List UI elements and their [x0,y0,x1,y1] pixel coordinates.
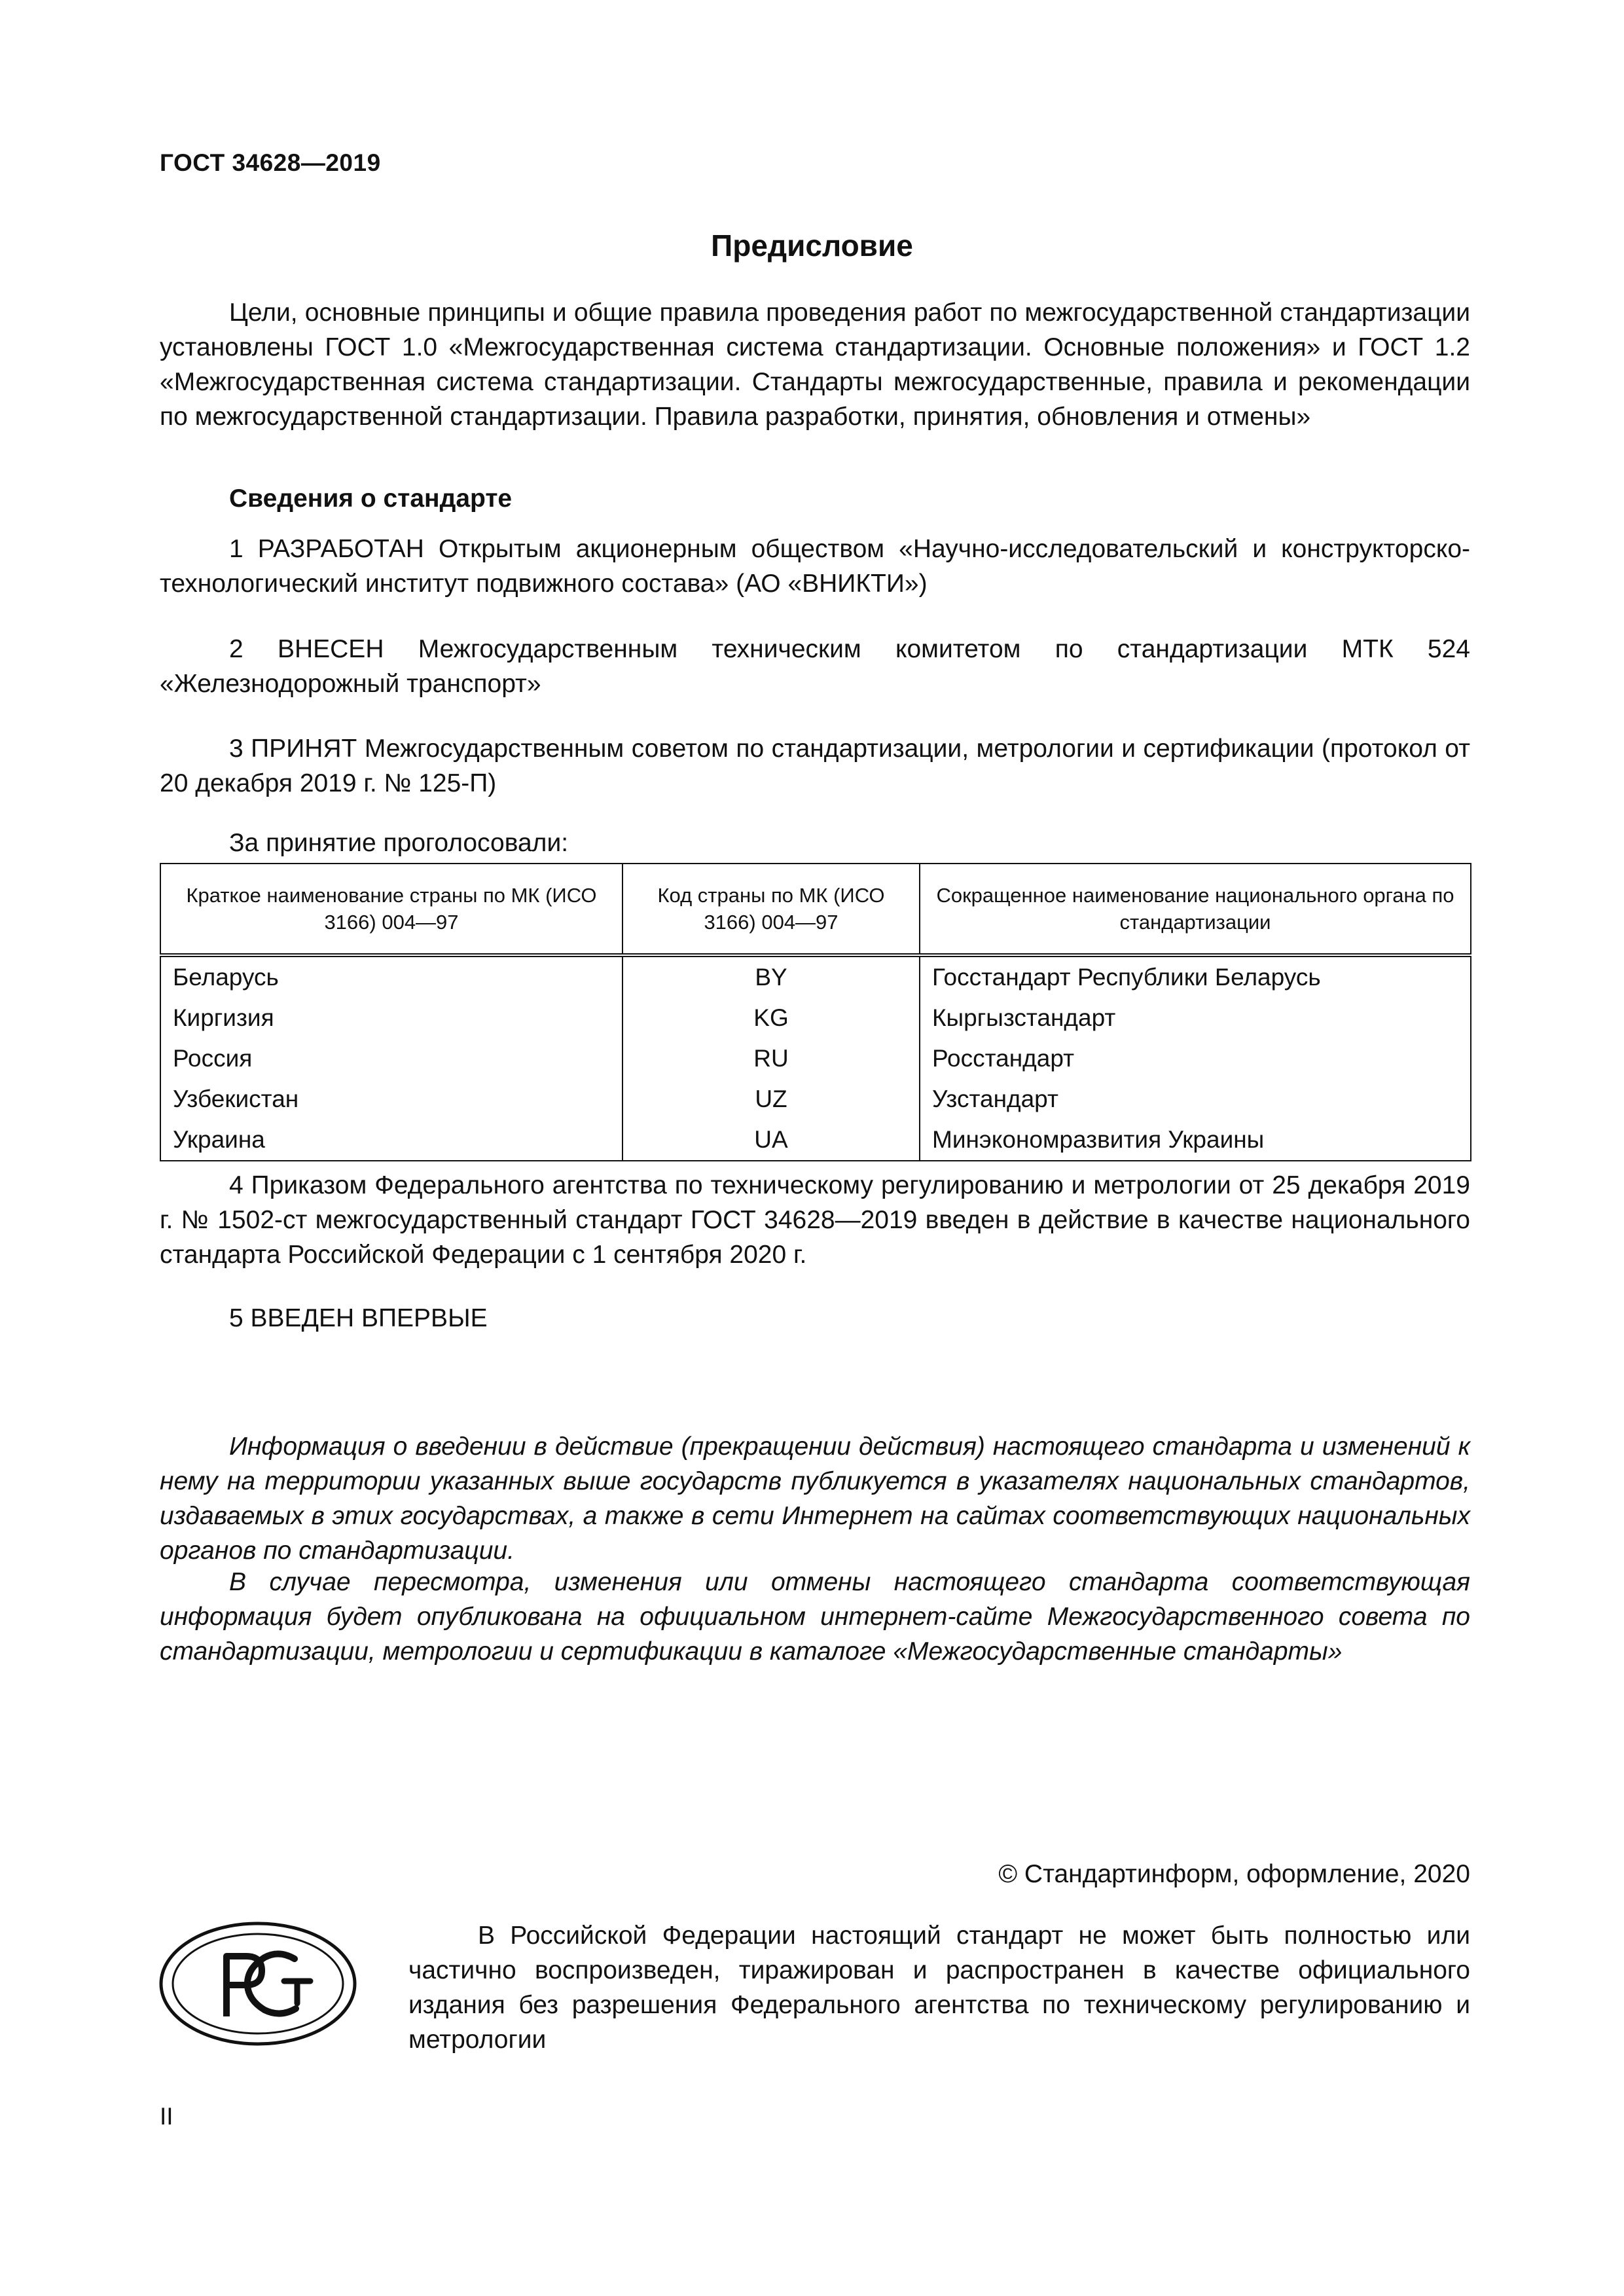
table-row [160,1038,1471,1079]
page-number: II [160,2103,173,2130]
country-code-cell: BY [623,955,920,998]
country-name-cell: Украина [160,1120,623,1161]
country-name-cell: Россия [160,1038,623,1079]
rst-certification-mark-icon [156,1918,360,2049]
table-row [160,1079,1471,1120]
column-header-country-name: Краткое наименование страны по МК (ИСО 3166) 004—97 [160,864,623,955]
country-code-cell: UA [623,1120,920,1161]
page-title: Предисловие [711,228,913,263]
item-4-order: 4 Приказом Федерального агентства по техническому регулированию и метрологии от 25 декабря 2019 г. № 1502-ст межгосударственный стандарт ГОСТ 34628—2019 введен в действие в качестве национального стандарта Российской Федерации с 1 сентября 2020 г. [160,1171,1470,1269]
copyright-line: © Стандартинформ, оформление, 2020 [998,1860,1470,1888]
column-header-national-body: Сокращенное наименование национального органа по стандартизации [920,864,1471,955]
country-code-cell: UZ [623,1079,920,1120]
column-header-country-code: Код страны по МК (ИСО 3166) 004—97 [623,864,920,955]
item-5-first-introduced: 5 ВВЕДЕН ВПЕРВЫЕ [229,1304,488,1332]
national-body-cell: Госстандарт Республики Беларусь [920,955,1471,998]
table-row [160,998,1471,1038]
table-row [160,955,1471,998]
item-2-introduced: 2 ВНЕСЕН Межгосударственным техническим комитетом по стандартизации МТК 524 «Железнодорожный транспорт» [160,635,1470,698]
country-name-cell: Узбекистан [160,1079,623,1120]
item-3-adopted: 3 ПРИНЯТ Межгосударственным советом по стандартизации, метрологии и сертификации (протокол от 20 декабря 2019 г. № 125-П) [160,735,1470,797]
country-code-cell: RU [623,1038,920,1079]
national-body-cell: Росстандарт [920,1038,1471,1079]
preface-paragraph: Цели, основные принципы и общие правила проведения работ по межгосударственной стандартизации установлены ГОСТ 1.0 «Межгосударственная система стандартизации. Основные положения» и ГОСТ 1.2 «Межгосударственная система стандартизации. Стандарты межгосударственные, правила и рекомендации по межгосударственной стандартизации. Правила разработки, принятия, обновления и отмены» [160,299,1470,431]
votes-intro: За принятие проголосовали: [229,829,569,857]
national-body-cell: Узстандарт [920,1079,1471,1120]
info-note-2: В случае пересмотра, изменения или отмены настоящего стандарта соответствующая информация будет опубликована на официальном интернет-сайте Межгосударственного совета по стандартизации, метрологии и сертификации в каталоге «Межгосударственные стандарты» [160,1568,1470,1666]
table-row [160,1120,1471,1161]
info-note-1: Информация о введении в действие (прекращении действия) настоящего стандарта и изменений к нему на территории указанных выше государств публикуется в указателях национальных стандартов, издаваемых в этих государствах, а также в сети Интернет на сайтах соответствующих национальных органов по стандартизации. [160,1432,1470,1565]
votes-table [160,863,1471,1161]
national-body-cell: Кыргызстандарт [920,998,1471,1038]
country-name-cell: Беларусь [160,955,623,998]
national-body-cell: Минэкономразвития Украины [920,1120,1471,1161]
country-name-cell: Киргизия [160,998,623,1038]
country-code-cell: KG [623,998,920,1038]
document-code: ГОСТ 34628—2019 [160,149,381,176]
rights-notice: В Российской Федерации настоящий стандарт не может быть полностью или частично воспроизведен, тиражирован и распространен в качестве официального издания без разрешения Федерального агентства по техническому регулированию и метрологии [408,1922,1470,2054]
votes-table-header-row [160,864,1471,955]
item-1-developed: 1 РАЗРАБОТАН Открытым акционерным обществом «Научно-исследовательский и конструкторско-технологический институт подвижного состава» (АО «ВНИКТИ») [160,535,1470,598]
standard-info-heading: Сведения о стандарте [229,484,513,513]
